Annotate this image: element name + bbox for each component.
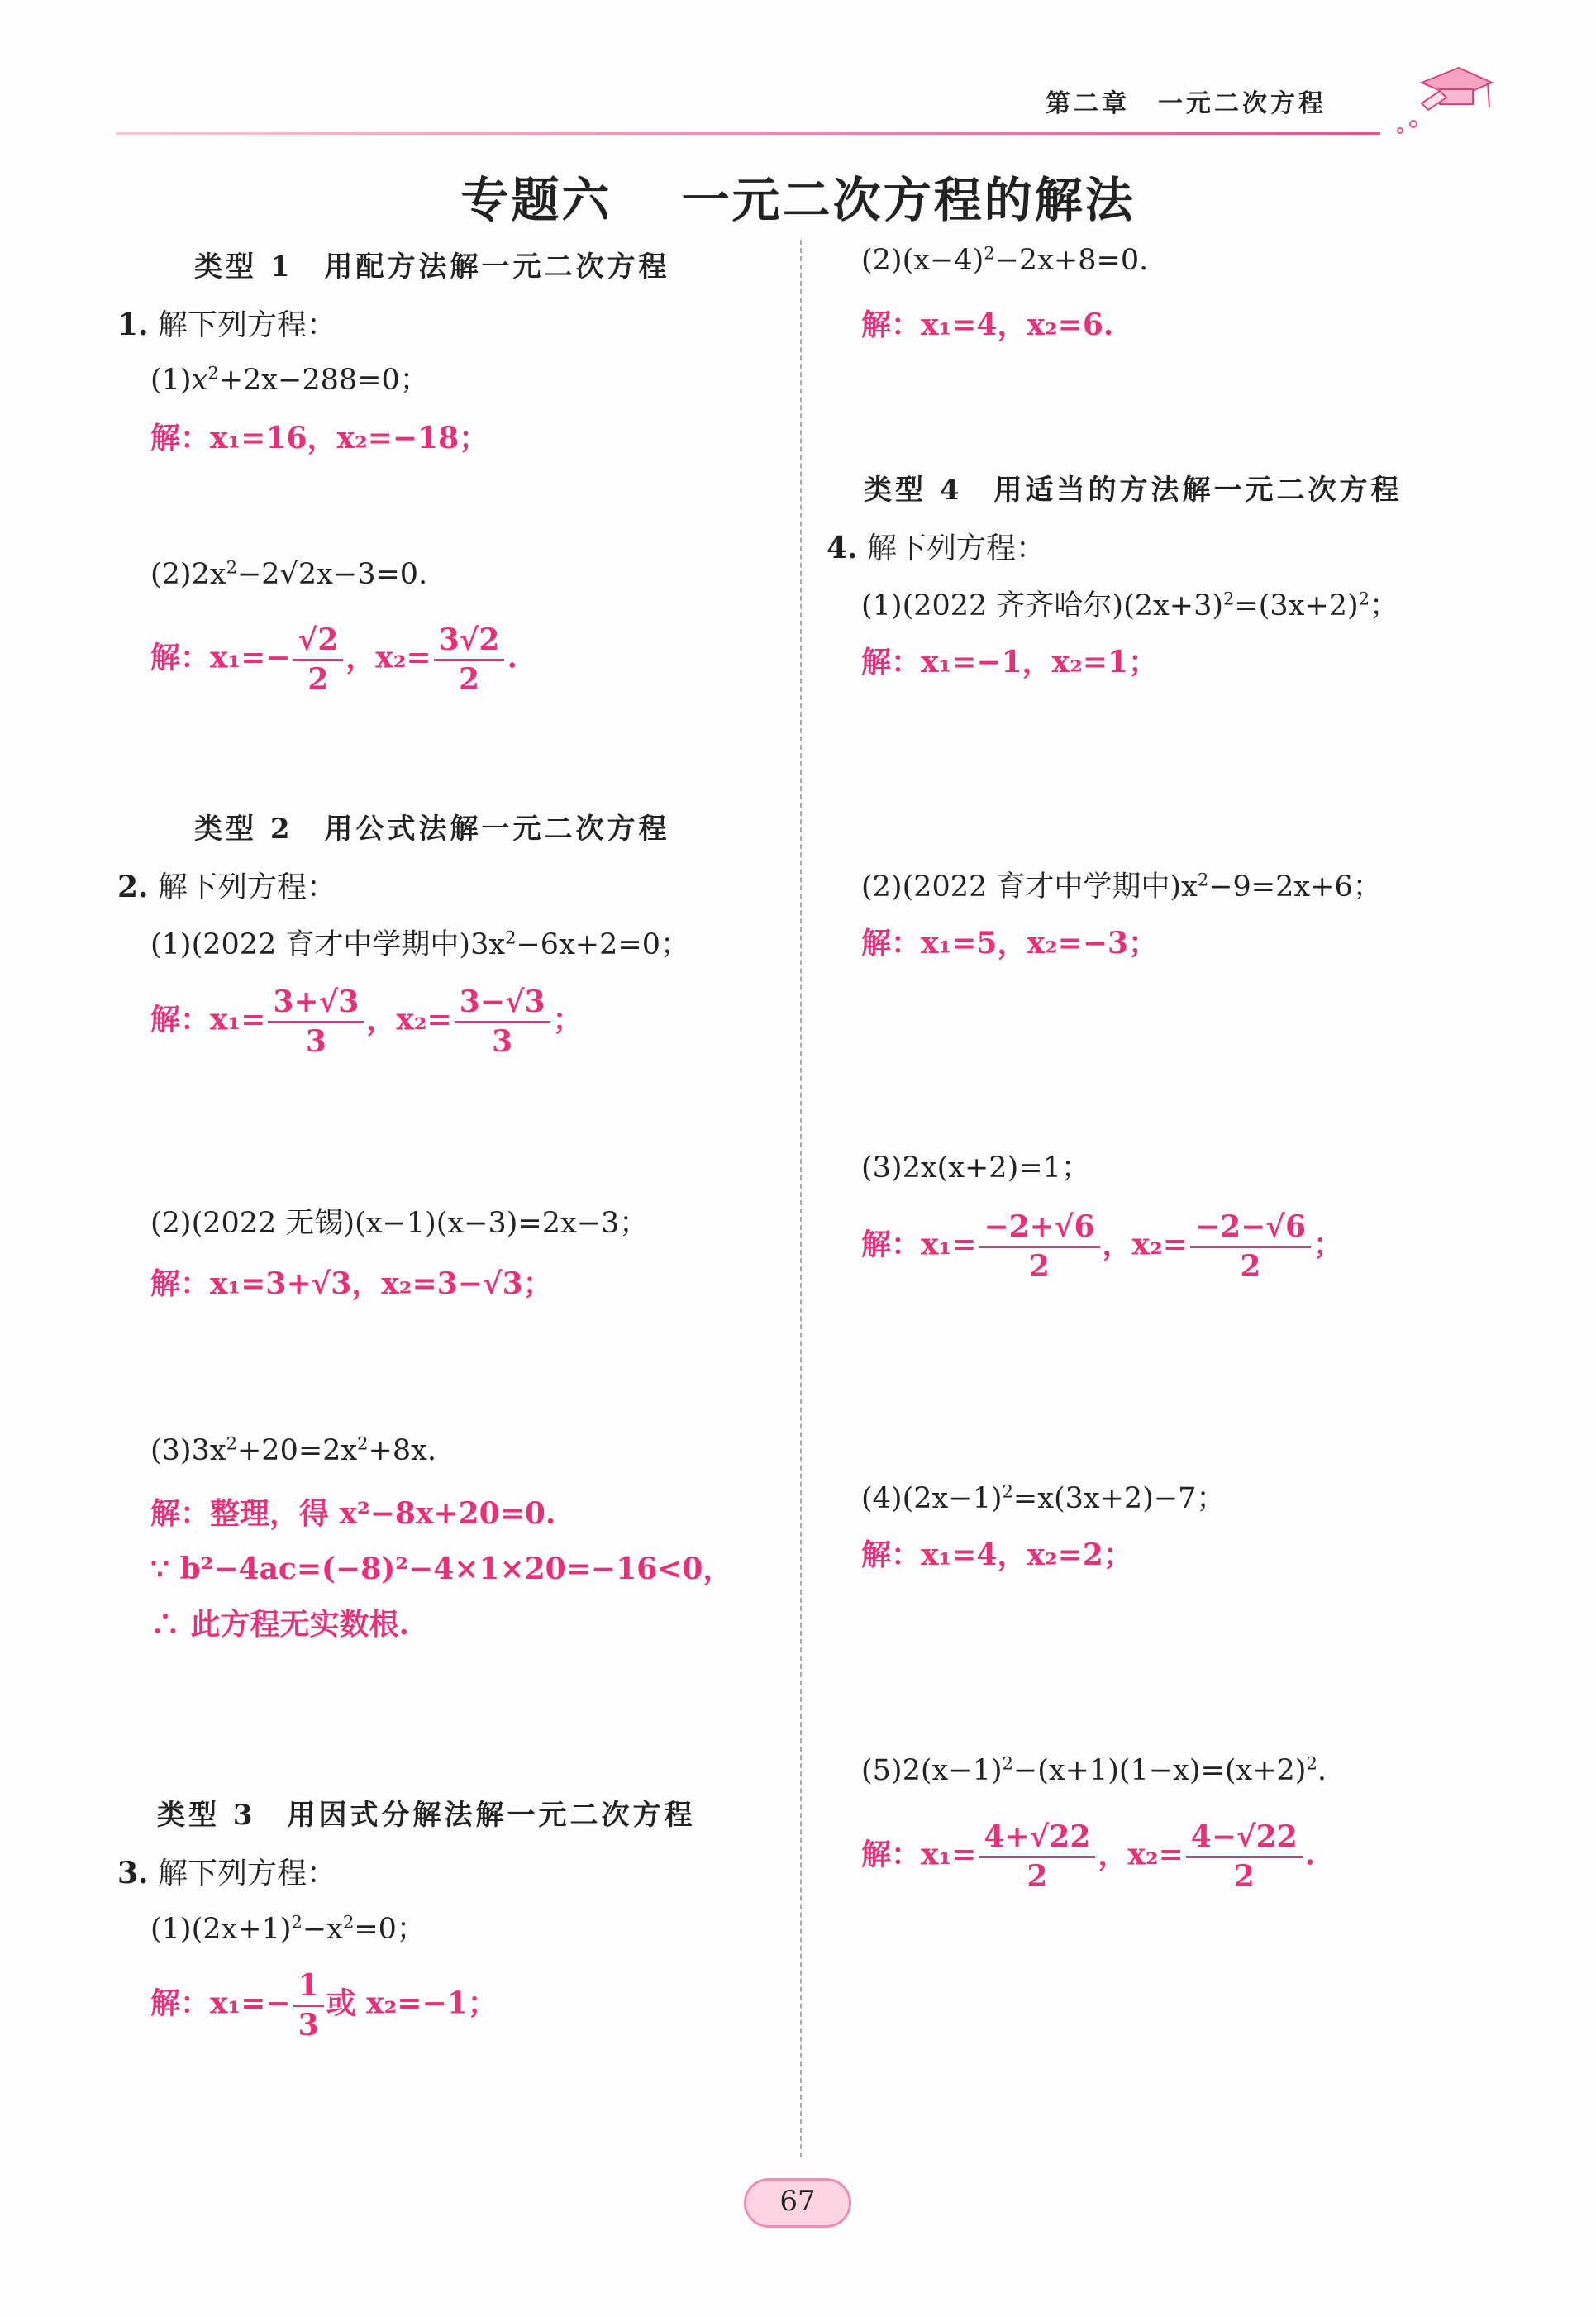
p4-a5: 解：x₁= $\frac{4+√22}{2}$ ，x₂= $\frac{4-√22}{2}$ . (861, 1819, 1316, 1894)
p1-q2: $(2)2x^2-2√2x-3=0$. (150, 557, 428, 591)
p4-q2: (2)(2022 育才中学期中)$x^2-9=2x+6$； (861, 870, 1382, 903)
p2-q1: (1)(2022 育才中学期中)$3x^2-6x+2=0$； (150, 927, 689, 961)
column-divider (800, 240, 802, 2157)
p4-q3: (3)2x(x+2)=1； (861, 1151, 1090, 1185)
p3-q1: $(1)(2x+1)^2-x^2=0$； (150, 1912, 426, 1946)
header-rule (116, 132, 1380, 135)
fraction: $\frac{1}{3}$ (293, 1967, 324, 2044)
p2-q2: (2)(2022 无锡)(x−1)(x−3)=2x−3； (150, 1207, 649, 1240)
p2-a1: 解：x₁= $\frac{3+√3}{3}$ ，x₂= $\frac{3-√3}{3}$ ； (150, 984, 583, 1059)
type4-heading: 类型 4 用适当的方法解一元二次方程 (864, 474, 1403, 507)
p3-a1: 解：x₁=− $\frac{1}{3}$ 或 x₂=−1； (150, 1968, 498, 2043)
p1-q1: $(1)x^2+2x-288=0$； (150, 363, 429, 397)
fraction: $\frac{4-√22}{2}$ (1186, 1819, 1303, 1895)
problem-1 (117, 302, 336, 344)
problem-3: 3. 解下列方程： (117, 1856, 337, 1890)
p2-a2: 解：x₁=3+√3，x₂=3−√3； (150, 1266, 553, 1301)
fraction: $\frac{√2}{2}$ (293, 622, 344, 698)
type2-heading: 类型 2 用公式法解一元二次方程 (194, 813, 670, 846)
type3-heading: 类型 3 用因式分解法解一元二次方程 (157, 1799, 696, 1832)
p2-q3: $(3)3x^2+20=2x^2+8x$. (150, 1433, 437, 1467)
fraction: $\frac{3-√3}{3}$ (455, 984, 550, 1061)
problem-2: 2. 解下列方程： (117, 870, 337, 904)
p2-a3-line1: 解：整理，得 x²−8x+20=0. (150, 1496, 556, 1531)
page-title: 专题六 一元二次方程的解法 (460, 172, 1136, 228)
problem-4: 4. 解下列方程： (827, 531, 1046, 565)
type1-heading: 类型 1 用配方法解一元二次方程 (194, 250, 670, 284)
p3-a2: 解：x₁=4，x₂=6. (861, 308, 1114, 342)
fraction: $\frac{-2-√6}{2}$ (1190, 1209, 1311, 1285)
p4-a2: 解：x₁=5，x₂=−3； (861, 926, 1159, 961)
p4-q4: $(4)(2x-1)^2=x(3x+2)-7$； (861, 1481, 1226, 1515)
p3-q2: $(2)(x-4)^2-2x+8=0$. (861, 243, 1149, 277)
p4-a3: 解：x₁= $\frac{-2+√6}{2}$ ，x₂= $\frac{-2-√6}{2}$ ； (861, 1209, 1344, 1284)
p4-a4: 解：x₁=4，x₂=2； (861, 1538, 1133, 1572)
page-number: 67 (744, 2178, 851, 2228)
p1-a1: 解：x₁=16，x₂=−18； (150, 421, 489, 455)
p1-a2: 解：x₁=− $\frac{√2}{2}$ ，x₂= $\frac{3√2}{2}$ . (150, 622, 517, 697)
fraction: $\frac{4+√22}{2}$ (979, 1819, 1095, 1895)
p4-q5: $(5)2(x-1)^2-(x+1)(1-x)=(x+2)^2$. (861, 1753, 1327, 1787)
p4-a1: 解：x₁=−1，x₂=1； (861, 645, 1159, 679)
problem-number: 1. (117, 308, 149, 342)
p2-a3-line2: ∵ b²−4ac=(−8)²−4×1×20=−16<0， (150, 1552, 733, 1586)
problem-intro: 解下列方程： (158, 308, 337, 342)
fraction: $\frac{3√2}{2}$ (434, 622, 505, 698)
fraction: $\frac{3+√3}{3}$ (268, 984, 364, 1061)
chapter-header: 第二章 一元二次方程 (1046, 89, 1327, 118)
p4-q1: (1)(2022 齐齐哈尔)$(2x+3)^2=(3x+2)^2$； (861, 589, 1399, 622)
fraction: $\frac{-2+√6}{2}$ (979, 1209, 1099, 1285)
p2-a3-line3: ∴ 此方程无实数根. (150, 1607, 410, 1642)
graduation-cap-pencil-icon (1389, 58, 1496, 141)
